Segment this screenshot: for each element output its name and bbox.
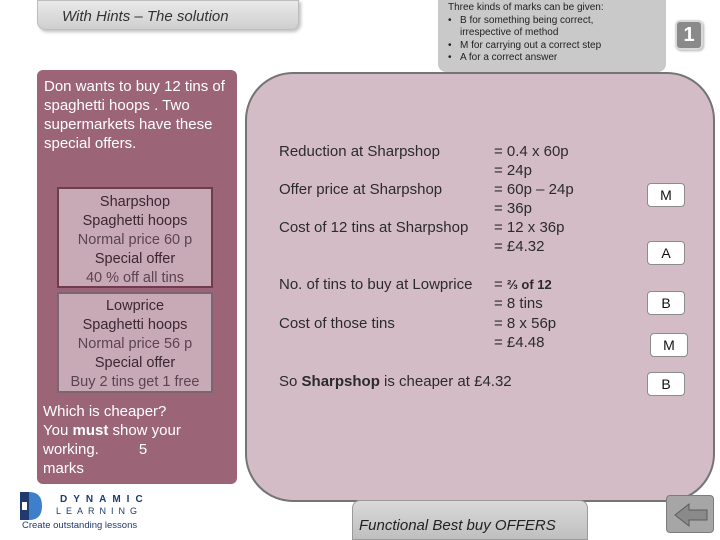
- marks-info-a: • A for a correct answer: [448, 52, 658, 65]
- lowprice-name: Lowprice: [105, 298, 165, 314]
- dynamic-learning-logo: [20, 490, 149, 534]
- mark-badge-m-1: M: [647, 183, 685, 207]
- mark-badge-b-1: B: [647, 291, 685, 315]
- cost-those-tins-value-1: = 8 x 56p: [494, 315, 557, 332]
- lowprice-product: Spaghetti hoops: [82, 317, 188, 333]
- question-line2: You must show your: [43, 422, 181, 439]
- slide-number-badge[interactable]: 1: [675, 20, 703, 50]
- reduction-value-2: = 24p: [494, 162, 532, 179]
- logo-icon: [20, 492, 42, 520]
- question-text: [43, 402, 233, 478]
- cost-12-tins-label: Cost of 12 tins at Sharpshop: [279, 219, 469, 236]
- mark-badge-b-2: B: [647, 372, 685, 396]
- offer-price-value-2: = 36p: [494, 200, 532, 217]
- logo-subtitle: LEARNING: [56, 506, 143, 516]
- conclusion: So Sharpshop is cheaper at £4.32: [279, 373, 512, 390]
- offer-price-value-1: = 60p – 24p: [494, 181, 574, 198]
- logo-tagline: Create outstanding lessons: [22, 520, 138, 531]
- mark-badge-m-2: M: [650, 333, 688, 357]
- page-title: With Hints – The solution: [37, 0, 299, 30]
- marks-info-m: • M for carrying out a correct step: [448, 40, 658, 53]
- cost-those-tins-label: Cost of those tins: [279, 315, 395, 332]
- reduction-label: Reduction at Sharpshop: [279, 143, 440, 160]
- offer-price-label: Offer price at Sharpshop: [279, 181, 443, 198]
- sharpshop-offer-title: Special offer: [94, 251, 176, 267]
- footer-section-tab[interactable]: Functional Best buy OFFERS: [352, 500, 588, 540]
- lowprice-normal-price: Normal price 56 p: [77, 336, 193, 352]
- marks-info-b-cont: irrespective of method: [460, 27, 559, 38]
- marks-info-b: • B for something being correct,: [448, 15, 658, 28]
- question-line3: working. 5: [43, 441, 148, 458]
- lowprice-tins-label: No. of tins to buy at Lowprice: [279, 276, 473, 293]
- logo-name: DYNAMIC: [60, 494, 149, 505]
- lowprice-offer-title: Special offer: [94, 355, 176, 371]
- problem-intro: Don wants to buy 12 tins of spaghetti hoops . Two supermarkets have these special offers.: [44, 78, 225, 152]
- sharpshop-normal-price: Normal price 60 p: [77, 232, 193, 248]
- mark-badge-a: A: [647, 241, 685, 265]
- sharpshop-name: Sharpshop: [99, 194, 171, 210]
- sharpshop-product: Spaghetti hoops: [82, 213, 188, 229]
- lowprice-offer-detail: Buy 2 tins get 1 free: [70, 374, 200, 390]
- question-line4: marks: [43, 460, 84, 477]
- marks-info-box: [438, 0, 666, 72]
- back-button[interactable]: [666, 495, 714, 533]
- lowprice-tins-value-1: = ⅔ of 12: [494, 276, 552, 293]
- back-arrow-icon: [667, 496, 715, 534]
- lowprice-offer: [57, 292, 213, 393]
- lowprice-tins-value-2: = 8 tins: [494, 295, 543, 312]
- marks-info-title: Three kinds of marks can be given:: [448, 2, 604, 13]
- sharpshop-offer: [57, 187, 213, 288]
- cost-12-tins-value-1: = 12 x 36p: [494, 219, 565, 236]
- cost-those-tins-value-2: = £4.48: [494, 334, 545, 351]
- sharpshop-offer-detail: 40 % off all tins: [85, 270, 185, 286]
- question-line1: Which is cheaper?: [43, 403, 167, 420]
- cost-12-tins-value-2: = £4.32: [494, 238, 545, 255]
- reduction-value-1: = 0.4 x 60p: [494, 143, 569, 160]
